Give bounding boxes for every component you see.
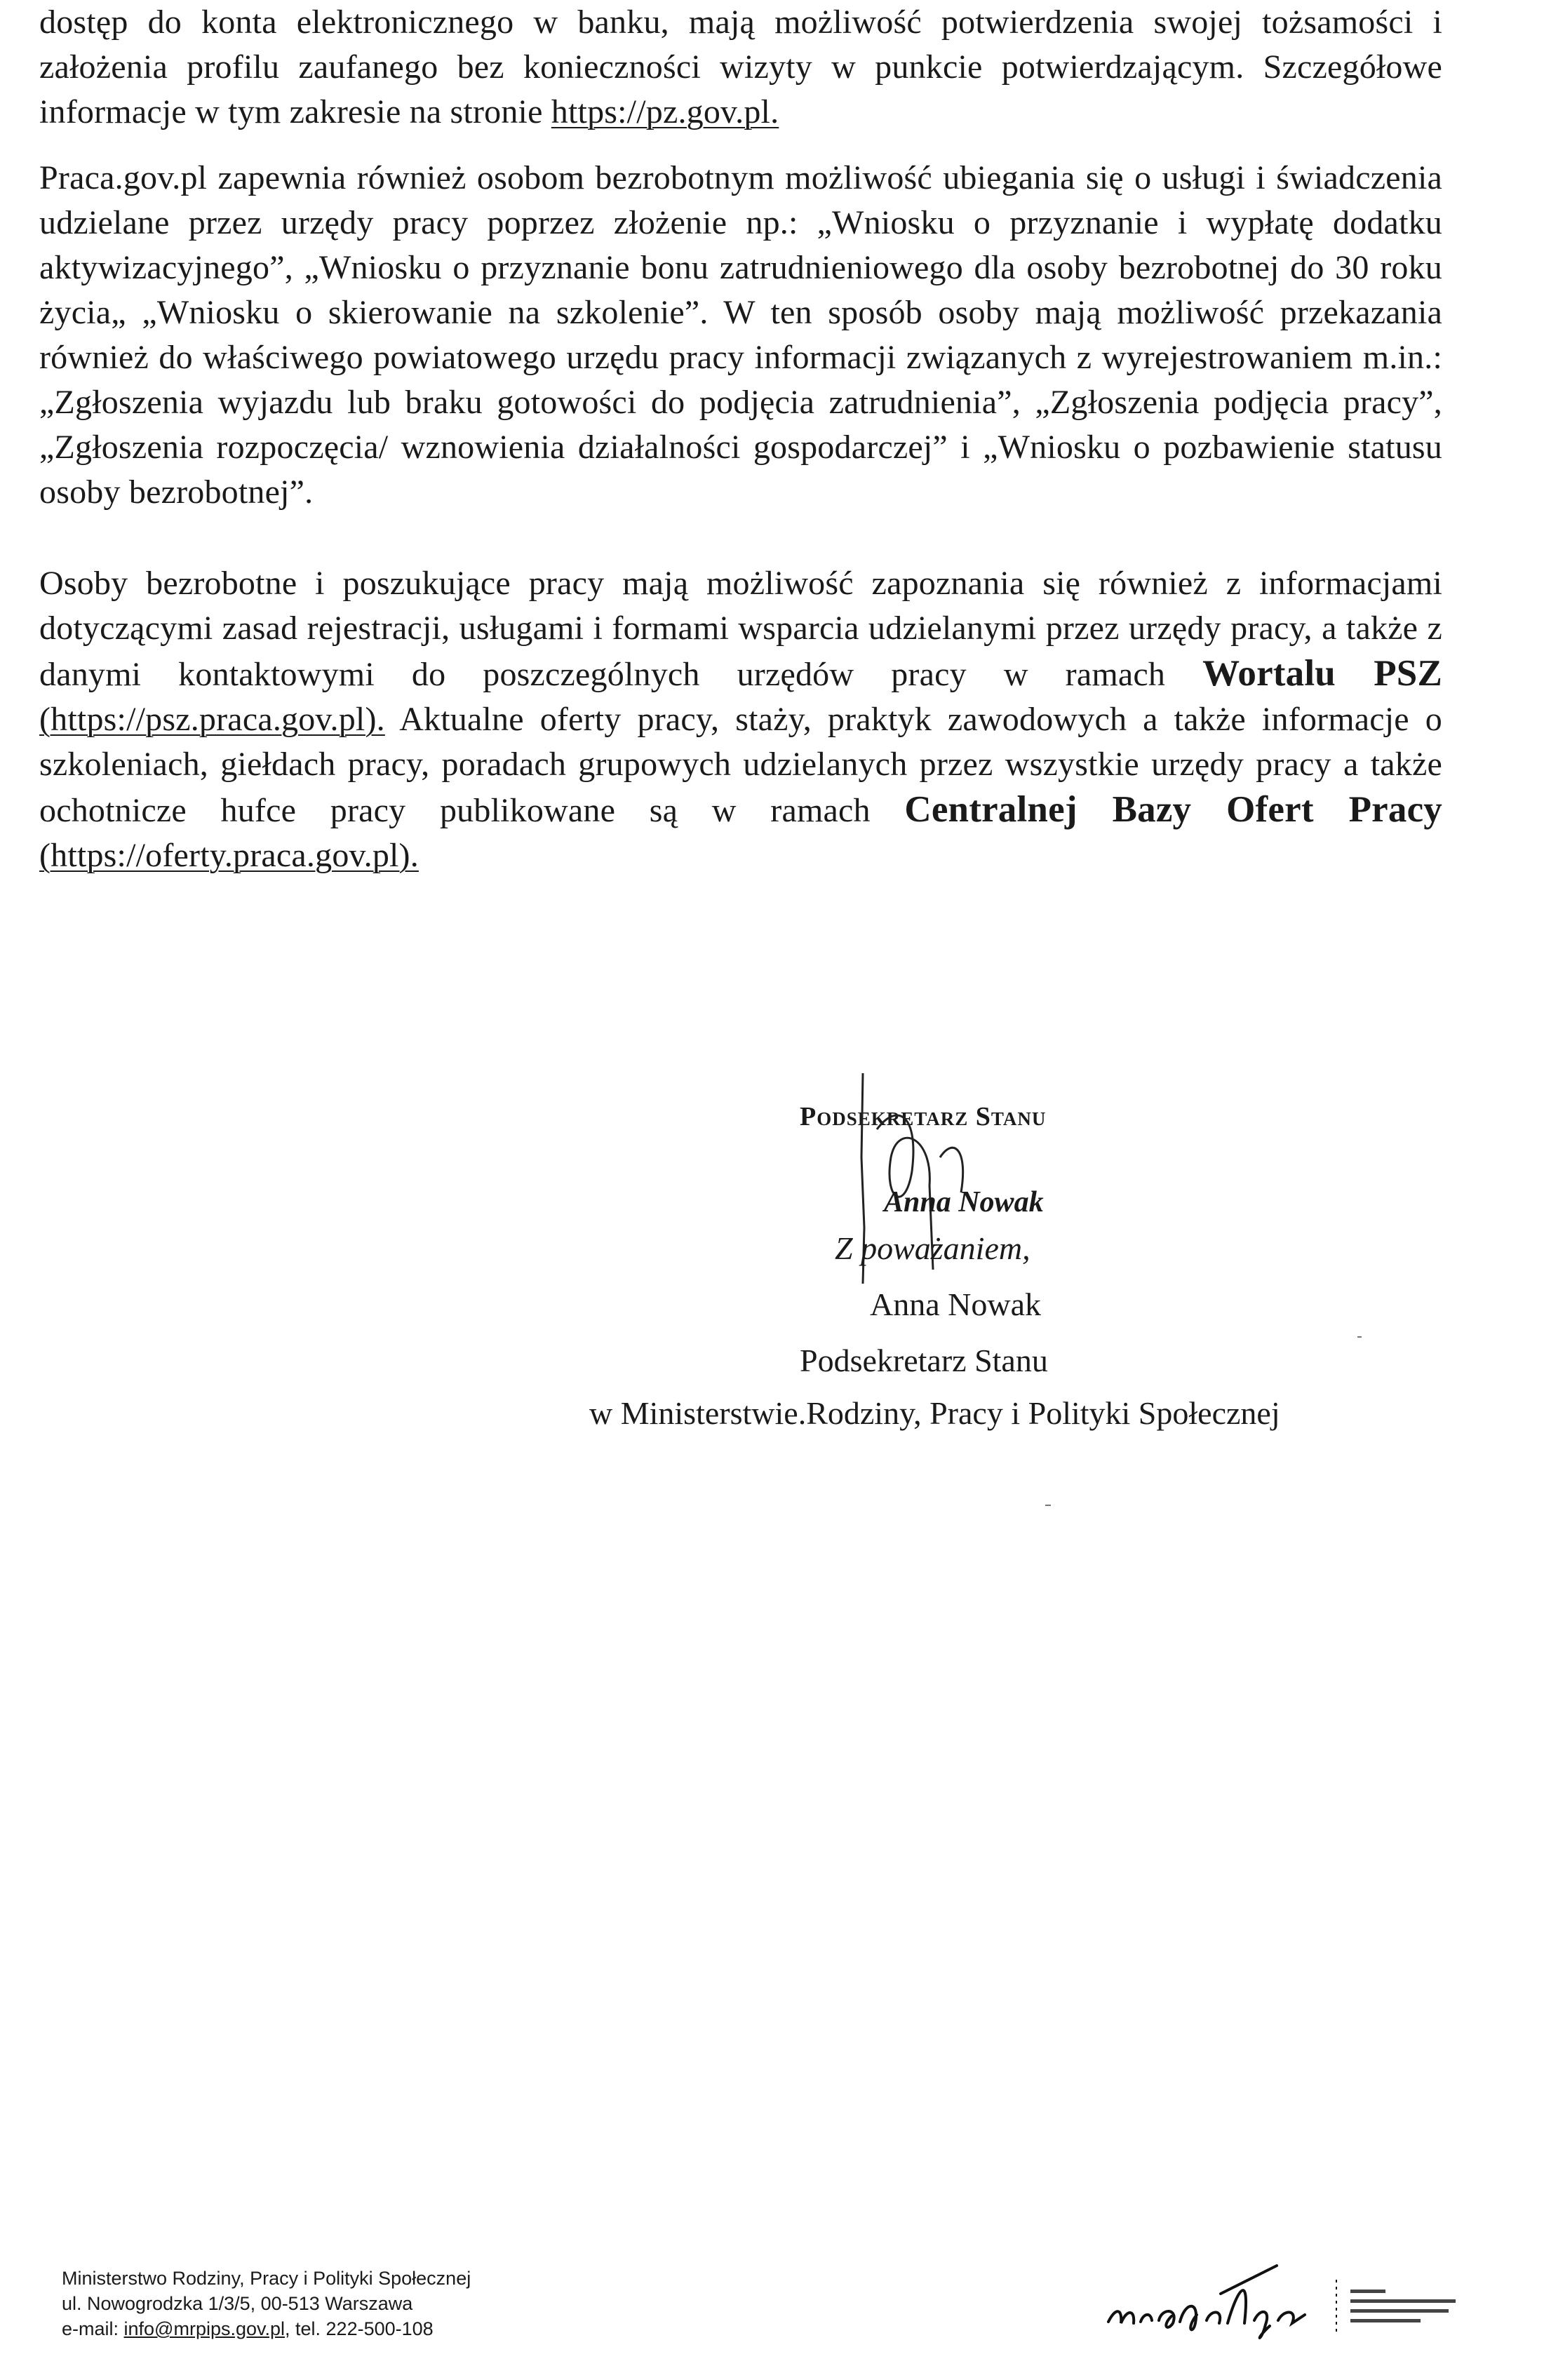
footer-address: ul. Nowogrodzka 1/3/5, 00-513 Warszawa — [62, 2293, 413, 2314]
paragraph-profile — [39, 0, 1442, 135]
bold-phrase: Centralnej Bazy Ofert Pracy — [904, 789, 1443, 830]
closing-authorization: Z poważaniem, — [835, 1230, 1031, 1266]
stamp-title: Podsekretarz Stanu — [800, 1102, 1047, 1131]
niepodlegla-logo — [1094, 2259, 1459, 2350]
text-run: dostęp do konta elektronicznego w banku, mają możliwość potwierdzenia swojej tożsamości i założenia profilu zaufanego bez konieczności wizyty w punkcie potwierdzającym. Szczegółowe informacje w tym zakresie na stronie — [39, 4, 1442, 130]
footer-contact — [62, 2266, 693, 2341]
signatory-name: Anna Nowak — [870, 1286, 1041, 1322]
bold-phrase: Wortalu PSZ — [1202, 653, 1443, 694]
text-run: Praca.gov.pl zapewnia również osobom bezrobotnym możliwość ubiegania się o usługi i świadczenia udzielane przez urzędy pracy poprzez złożenie np.: „Wniosku o przyznanie i wypłatę dodatku aktywizacyjnego”, „Wniosku o przyznanie bonu zatrudnieniowego dla osoby bezrobotnej do 30 roku życia„ „Wniosku o skierowanie na szkolenie”. W ten sposób osoby mają możliwość przekazania również do właściwego powiatowego urzędu pracy informacji związanych z wyrejestrowaniem m.in.: „Zgłoszenia wyjazdu lub braku gotowości do podjęcia zatrudnienia”, „Zgłoszenia podjęcia pracy”, „Zgłoszenia rozpoczęcia/ wznowienia działalności gospodarczej” i „Wniosku o pozbawienie statusu osoby bezrobotnej”. — [39, 159, 1442, 511]
inline-link[interactable]: https://pz.gov.pl. — [551, 93, 779, 130]
text-run: Osoby bezrobotne i poszukujące pracy mają możliwość zapoznania się również z informacjami dotyczącymi zasad rejestracji, usługami i formami wsparcia udzielanymi przez urzędy pracy, a także z danymi kontaktowymi do poszczególnych urzędów pracy w ramach — [39, 565, 1442, 693]
signatory-ministry: w Ministerstwie.Rodziny, Pracy i Polityki Społecznej — [589, 1395, 1280, 1431]
scan-speck — [1045, 1505, 1051, 1506]
inline-link[interactable]: (https://oferty.praca.gov.pl). — [39, 837, 419, 874]
scan-speck — [1357, 1336, 1362, 1338]
footer-email-label: e-mail: — [62, 2318, 124, 2339]
paragraph-portals — [39, 561, 1442, 878]
footer-email-link[interactable]: info@mrpips.gov.pl — [123, 2318, 286, 2339]
letter-body — [39, 0, 1442, 878]
footer-phone: , tel. 222-500-108 — [285, 2318, 434, 2339]
signature-block — [589, 1073, 1431, 1452]
inline-link[interactable]: (https://psz.praca.gov.pl). — [39, 701, 385, 738]
footer-ministry: Ministerstwo Rodziny, Pracy i Polityki Społecznej — [62, 2268, 471, 2289]
footer-contact-line — [62, 2316, 693, 2341]
stamp-name: Anna Nowak — [884, 1186, 1044, 1218]
text-run: Aktualne oferty pracy, staży, praktyk zawodowych a także informacje o szkoleniach, giełdach pracy, poradach grupowych udzielanych przez wszystkie urzędy pracy a także ochotnicze hufce pracy publikowane są w ramach — [39, 701, 1442, 829]
signatory-role: Podsekretarz Stanu — [800, 1343, 1048, 1378]
paragraph-services — [39, 156, 1442, 515]
